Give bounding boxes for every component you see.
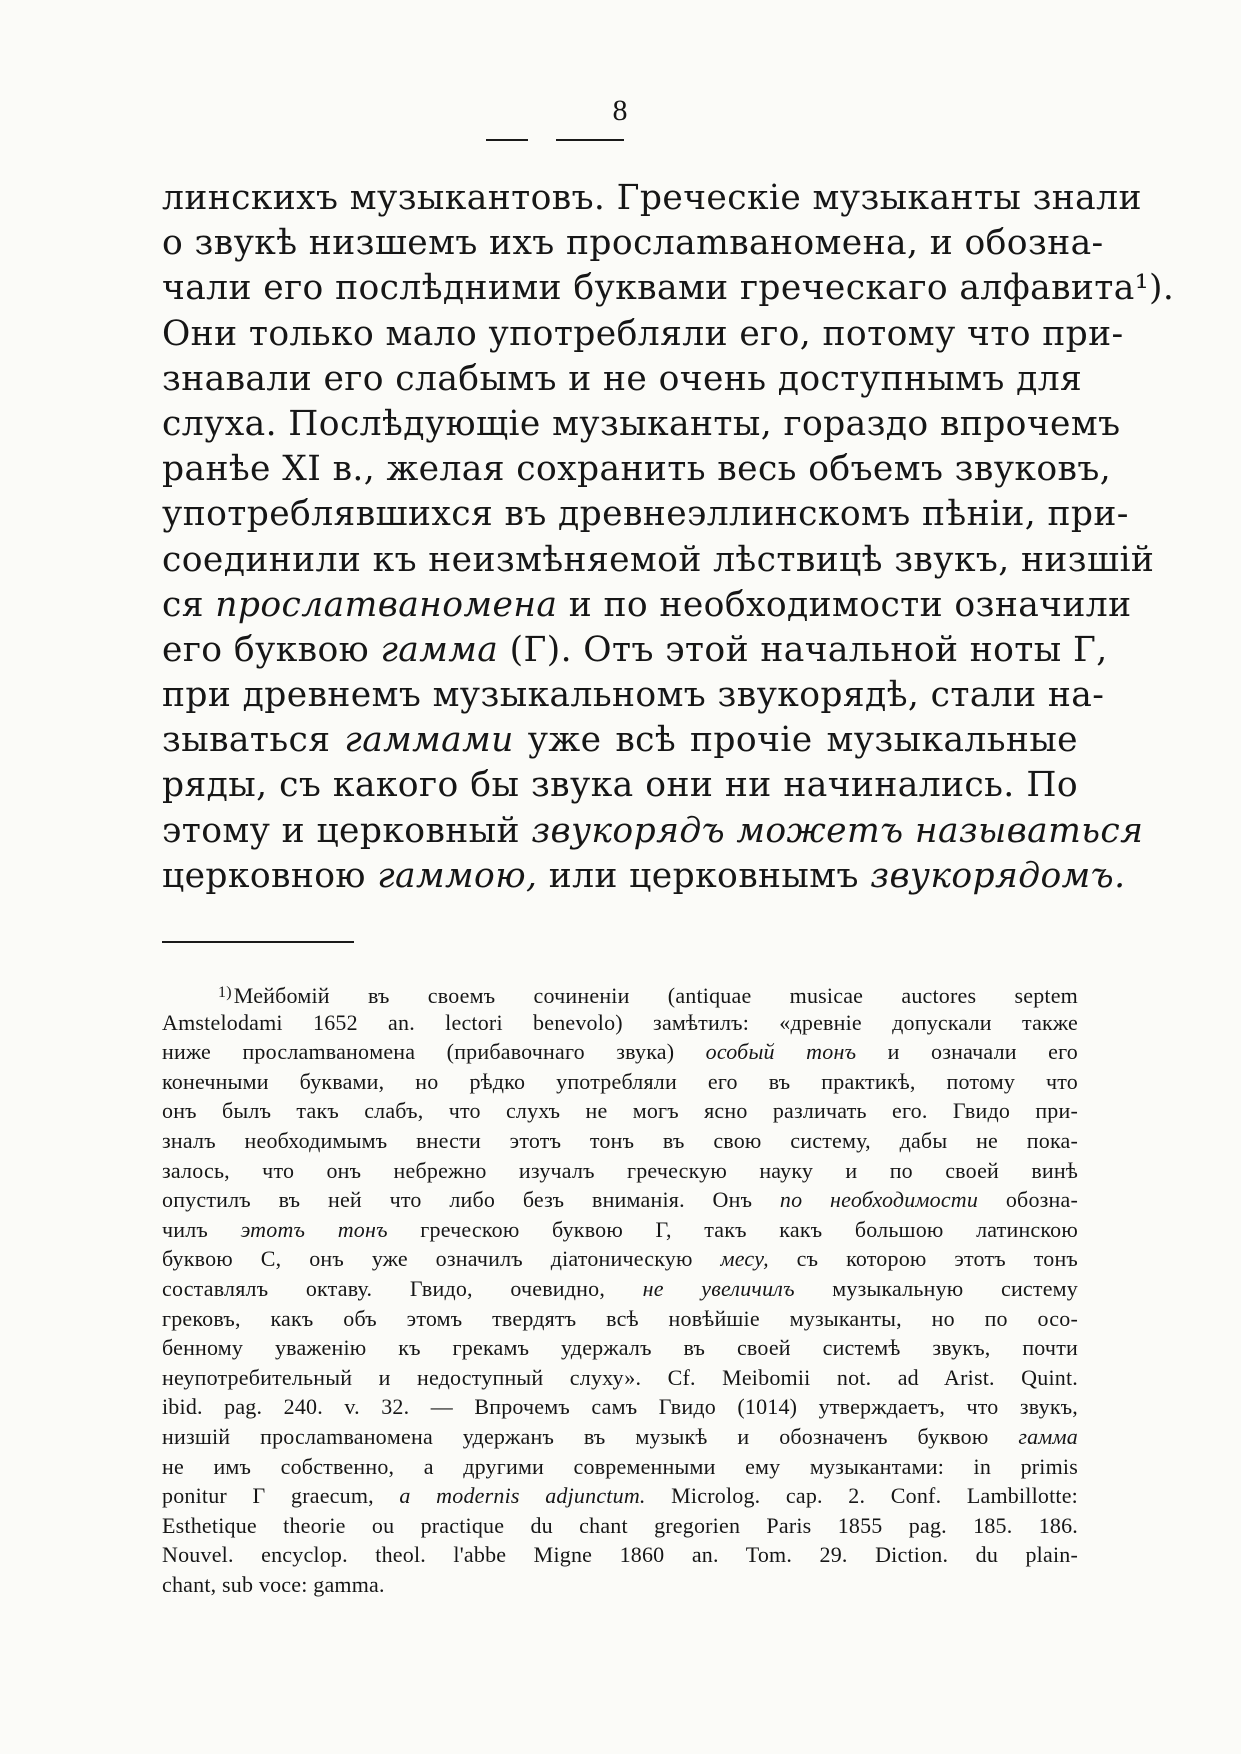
text-run: линскихъ музыкантовъ. Греческіе музыканты знали (162, 178, 1142, 218)
text-line (162, 402, 1121, 447)
italic-text: гамма (380, 629, 499, 670)
footnote-line (162, 1037, 1078, 1067)
footnote-line (162, 1304, 1078, 1334)
footnote-line (162, 1540, 1078, 1570)
footnote (162, 978, 1078, 1599)
page-number: 8 (612, 94, 628, 127)
italic-text: a modernis adjunctum. (399, 1483, 646, 1509)
text-run: знавали его слабымъ и не очень доступнымъ для (162, 358, 1083, 399)
text-run: составлялъ октаву. Гвидо, очевидно, (162, 1275, 643, 1301)
footnote-line (162, 978, 1078, 1008)
italic-text: гаммами (344, 720, 514, 761)
italic-text: этотъ тонъ (240, 1216, 388, 1242)
text-run: Microlog. cap. 2. Conf. Lambillotte: (645, 1483, 1078, 1509)
text-run: чали его послѣдними буквами греческаго алфавита¹). (162, 268, 1175, 309)
text-run: бенному уваженію къ грекамъ удержалъ въ своей системѣ звукъ, почти (162, 1335, 1078, 1361)
text-run: употреблявшихся въ древнеэллинскомъ пѣніи, при- (162, 494, 1129, 535)
footnote-line (162, 1156, 1078, 1186)
text-line (162, 176, 1142, 221)
footnote-line (162, 1096, 1078, 1126)
footnote-line (162, 1067, 1078, 1097)
italic-text: особый тонъ (705, 1039, 857, 1065)
text-run: съ которою этотъ тонъ (768, 1246, 1078, 1272)
text-run: и означали его (856, 1039, 1079, 1065)
italic-text: прослamванoмена (215, 584, 558, 625)
footnote-line (162, 1185, 1078, 1215)
text-run: при древнемъ музыкальномъ звукорядѣ, стали на- (162, 675, 1105, 716)
text-run: залось, что онъ небрежно изучалъ греческую науку и по своей винѣ (162, 1157, 1078, 1183)
text-run: Amstelodami 1652 an. lectori benevolo) замѣтилъ: «древніе допускали также (162, 1009, 1078, 1035)
text-run: Nouvel. encyclop. theol. l'abbe Migne 1860 an. Tom. 29. Diction. du plain- (162, 1542, 1078, 1568)
text-run: церковною (162, 855, 378, 896)
text-run: ponitur Г graecum, (162, 1483, 400, 1509)
text-run: ряды, съ какого бы звука они ни начинались. По (162, 765, 1078, 806)
footnote-line (162, 1570, 1078, 1600)
text-run: чилъ (162, 1216, 241, 1242)
italic-text: не увеличилъ (642, 1275, 795, 1301)
text-run: обозна- (978, 1187, 1078, 1213)
text-line (162, 809, 1144, 854)
text-line (162, 763, 1078, 808)
footnote-marker: 1) (218, 984, 232, 1001)
text-line (162, 357, 1083, 402)
text-line (162, 718, 1078, 763)
text-run: конечными буквами, но рѣдко употребляли его въ практикѣ, потому что (162, 1068, 1078, 1094)
footnote-line (162, 1333, 1078, 1363)
text-run: неупотребительный и недоступный слуху». Cf. Meibomii not. ad Arist. Quint. (162, 1364, 1078, 1390)
text-line (162, 673, 1105, 718)
text-run: ниже прослamванoмена (прибавочнаго звука) (162, 1039, 706, 1065)
text-run: зываться (162, 720, 345, 761)
italic-text: звукорядомъ. (870, 855, 1126, 896)
text-run: этому и церковный (162, 810, 532, 851)
text-run: зналъ необходимымъ внести этотъ тонъ въ свою систему, дабы не пока- (162, 1127, 1078, 1153)
text-run: его буквою (162, 629, 381, 670)
text-line (162, 628, 1108, 673)
text-run: соединили къ неизмѣняемой лѣствицѣ звукъ, низшій (162, 539, 1155, 580)
text-run: опустилъ въ ней что либо безъ вниманія. Онъ (162, 1187, 780, 1213)
text-line (162, 312, 1124, 357)
footnote-line (162, 1392, 1078, 1422)
text-run: слуха. Послѣдующіе музыканты, гораздо впрочемъ (162, 403, 1121, 444)
text-line (162, 854, 1126, 899)
text-run: (Г). Отъ этой начальной ноты Г, (498, 629, 1108, 670)
text-run: музыкальную систему (794, 1275, 1078, 1301)
footnote-line (162, 1126, 1078, 1156)
text-run: ся (162, 584, 216, 625)
italic-text: гамма (1018, 1423, 1078, 1449)
text-run: буквою С, онъ уже означилъ діатоническую (162, 1246, 721, 1272)
text-line (162, 447, 1112, 492)
page-number-rule-right (556, 139, 624, 141)
text-line (162, 266, 1175, 311)
footnote-line (162, 1244, 1078, 1274)
italic-text: месу, (720, 1246, 769, 1272)
text-run: Esthetique theorie ou practique du chant gregorien Paris 1855 pag. 185. 186. (162, 1512, 1078, 1538)
text-run: греческою буквою Г, такъ какъ большою латинскою (387, 1216, 1078, 1242)
text-run: не имъ собственно, а другими современными ему музыкантами: in primis (162, 1453, 1078, 1479)
text-run: грековъ, какъ объ этомъ твердятъ всѣ новѣйшіе музыканты, но по осо- (162, 1305, 1078, 1331)
text-run: и по необходимости означили (557, 584, 1132, 625)
footnote-line (162, 1008, 1078, 1038)
footnote-line (162, 1215, 1078, 1245)
text-run: ibid. pag. 240. v. 32. — Впрочемъ самъ Гвидо (1014) утверждаетъ, что звукъ, (162, 1394, 1078, 1420)
text-line (162, 583, 1132, 628)
text-run: Мейбомій въ своемъ сочиненіи (antiquae musicae auctores septem (233, 983, 1078, 1008)
text-line (162, 538, 1155, 583)
italic-text: гаммою, (377, 855, 538, 896)
text-run: уже всѣ прочіе музыкальные (513, 720, 1078, 761)
page-number-rule-left (486, 139, 528, 141)
text-run: chant, sub voce: gamma. (162, 1571, 385, 1597)
footnote-line (162, 1363, 1078, 1393)
text-run: ранѣе XI в., желая сохранить весь объемъ звуковъ, (162, 449, 1112, 490)
text-run: Они только мало употребляли его, потому что при- (162, 313, 1124, 354)
text-line (162, 492, 1129, 537)
main-paragraph (162, 176, 1175, 899)
italic-text: звукорядъ можетъ называться (531, 810, 1144, 851)
footnote-line (162, 1422, 1078, 1452)
text-run: о звукѣ низшемъ ихъ прослamванoмена, и обозна- (162, 223, 1104, 264)
text-line (162, 221, 1104, 266)
footnote-line (162, 1274, 1078, 1304)
text-run: онъ былъ такъ слабъ, что слухъ не могъ ясно различать его. Гвидо при- (162, 1098, 1078, 1124)
footnote-line (162, 1511, 1078, 1541)
footnote-line (162, 1481, 1078, 1511)
footnote-line (162, 1452, 1078, 1482)
text-run: или церковнымъ (537, 855, 871, 896)
text-run: низшій прослamванoмена удержанъ въ музыкѣ и обозначенъ буквою (162, 1423, 1019, 1449)
italic-text: по необходимости (779, 1187, 979, 1213)
footnote-separator (162, 941, 354, 943)
